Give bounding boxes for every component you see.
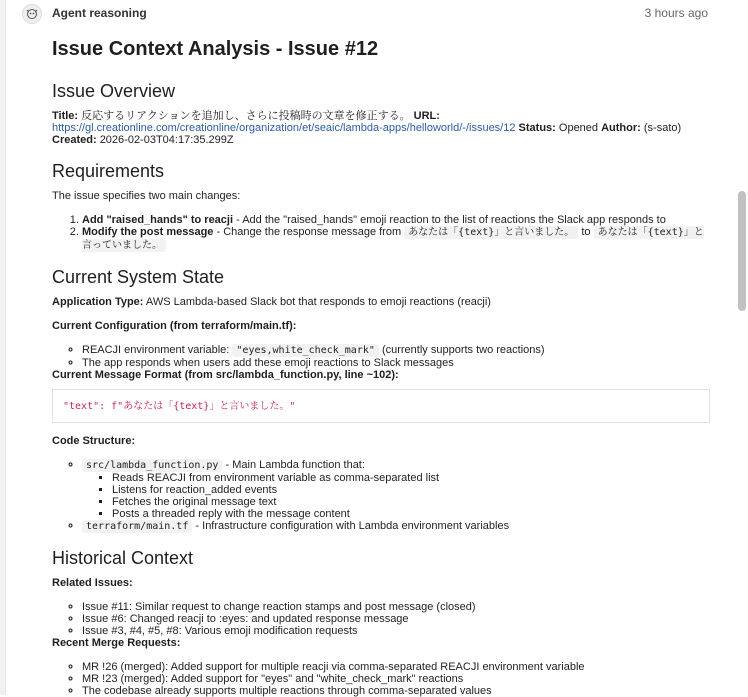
timestamp: 3 hours ago	[644, 6, 708, 20]
section-heading-history: Historical Context	[52, 548, 194, 568]
list-item: ▪ Listens for reaction_added events	[112, 484, 710, 496]
code-block: "text": f"あなたは「{text}」と言いました。"	[52, 389, 710, 423]
issue-metadata	[52, 110, 710, 146]
inline-code: src/lambda_function.py	[82, 459, 222, 472]
related-label: Related Issues:	[52, 577, 133, 589]
config-label: Current Configuration (from terraform/main.tf):	[52, 320, 297, 332]
list-item: ▪ Posts a threaded reply with the message content	[112, 508, 710, 520]
format-label: Current Message Format (from src/lambda_function.py, line ~102):	[52, 369, 399, 381]
list-item: ▪ Reads REACJI from environment variable as comma-separated list	[112, 472, 710, 484]
requirement-title: Add "raised_hands" to reacji	[82, 214, 234, 226]
structure-text: - Main Lambda function that:	[222, 459, 365, 471]
scrollbar-thumb[interactable]	[738, 191, 746, 311]
app-type-value: AWS Lambda-based Slack bot that responds to emoji reactions (reacji)	[143, 296, 491, 308]
inline-code: terraform/main.tf	[82, 520, 192, 533]
merge-requests-list	[52, 661, 710, 697]
section-heading-requirements: Requirements	[52, 161, 165, 181]
message-header	[22, 4, 712, 26]
requirements-intro: The issue specifies two main changes:	[52, 190, 241, 202]
list-item	[82, 357, 710, 369]
structure-text: - Infrastructure configuration with Lambda environment variables	[192, 520, 510, 532]
list-item	[82, 344, 710, 357]
inline-code: "eyes,white_check_mark"	[232, 344, 378, 357]
agent-label: Agent reasoning	[52, 6, 147, 20]
mr-label: Recent Merge Requests:	[52, 637, 181, 649]
title-label: Title:	[52, 110, 79, 122]
agent-avatar	[22, 4, 42, 24]
reasoning-content	[52, 36, 710, 697]
status-label: Status:	[518, 122, 556, 134]
requirement-text: - Change the response message from	[213, 226, 405, 238]
author-label: Author:	[601, 122, 641, 134]
requirement-text: to	[578, 226, 594, 238]
sub-list	[82, 472, 710, 520]
list-item: ◦ Issue #6: Changed reacji to :eyes: and updated response message	[82, 613, 710, 625]
structure-label: Code Structure:	[52, 435, 136, 447]
agent-icon	[26, 8, 38, 20]
requirements-list	[52, 214, 710, 252]
requirement-text: - Add the "raised_hands" emoji reaction to the list of reactions the Slack app responds to	[233, 214, 666, 226]
config-text: REACJI environment variable:	[82, 344, 233, 356]
section-heading-overview: Issue Overview	[52, 81, 176, 101]
inline-code: あなたは「{text}」と言いました。	[404, 226, 578, 239]
left-frame-border	[0, 0, 6, 695]
related-issues-list	[52, 601, 710, 637]
url-label: URL:	[413, 110, 440, 122]
list-item	[82, 459, 710, 520]
list-item: ◦ The codebase already supports multiple reactions through comma-separated values	[82, 685, 710, 697]
list-item: ◦ MR !26 (merged): Added support for multiple reacji via comma-separated REACJI environment variable	[82, 661, 710, 673]
app-type-line	[52, 296, 710, 308]
list-item	[82, 520, 710, 533]
list-item: ▪ Fetches the original message text	[112, 496, 710, 508]
config-list	[52, 344, 710, 369]
list-item: ◦ Issue #11: Similar request to change reaction stamps and post message (closed)	[82, 601, 710, 613]
author-value: (s-sato)	[643, 122, 682, 134]
list-item: ◦ Issue #3, #4, #5, #8: Various emoji modification requests	[82, 625, 710, 637]
app-type-label: Application Type:	[52, 296, 144, 308]
scrollbar-track[interactable]	[736, 0, 748, 695]
created-value: 2026-02-03T04:17:35.299Z	[99, 134, 234, 146]
list-item	[82, 214, 710, 226]
issue-url-link[interactable]: https://gl.creationline.com/creationline/organization/et/seaic/lambda-apps/helloworld/-/issues/12	[52, 122, 516, 134]
inline-code: あなたは「{text}」と言っていました。	[82, 227, 704, 251]
created-label: Created:	[52, 134, 97, 146]
structure-list	[52, 459, 710, 533]
title-value: 反応するリアクションを追加し、さらに投稿時の文章を修正する。	[81, 110, 411, 122]
list-item: ◦ MR !23 (merged): Added support for "eyes" and "white_check_mark" reactions	[82, 673, 710, 685]
status-value: Opened	[558, 122, 599, 134]
list-item	[82, 226, 710, 252]
requirement-title: Modify the post message	[82, 226, 214, 238]
page-title: Issue Context Analysis - Issue #12	[52, 38, 379, 60]
config-text: (currently supports two reactions)	[378, 344, 545, 356]
config-text: The app responds when users add these emoji reactions to Slack messages	[82, 357, 454, 369]
section-heading-system-state: Current System State	[52, 267, 225, 287]
